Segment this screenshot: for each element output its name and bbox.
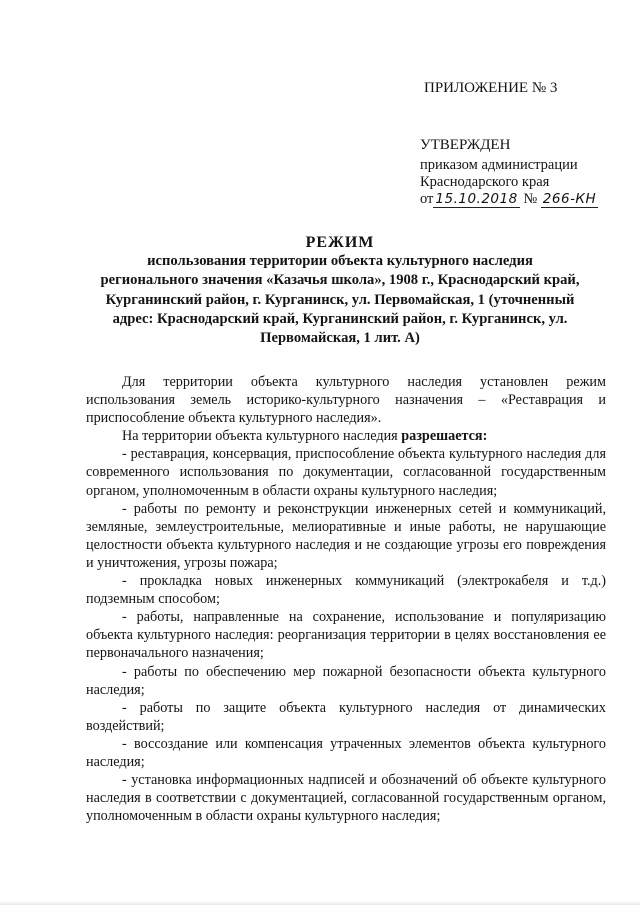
allowed-bold: разрешается: [401,428,488,445]
appendix-label: ПРИЛОЖЕНИЕ № 3 [424,80,558,96]
number-prefix: № [523,191,538,207]
list-item: - работы по ремонту и реконструкции инженерных сетей и коммуникаций, земляные, землеустроительные, мелиоративные и иные работы, не нарушающие целостности объекта культурного наследия и не создающие угрозы его повреждения и уничтожения, угрозы пожара; [86,500,606,571]
scan-edge [0,901,640,905]
intro-paragraph: Для территории объекта культурного наследия установлен режим использования земель историко-культурного назначения – «Реставрация и приспособление объекта культурного наследия». [86,374,606,427]
list-item: - реставрация, консервация, приспособление объекта культурного наследия для современного использования по документации, согласованной государственным органом, уполномоченным в области охраны культурного наследия; [86,446,606,499]
order-date-line [420,191,598,208]
handwritten-number: 266-КН [542,191,597,207]
title-block [100,233,580,348]
date-prefix: от [420,191,434,207]
document-body [86,373,606,825]
handwritten-date: 15.10.2018 [435,191,518,207]
list-item: - прокладка новых инженерных коммуникаций (электрокабеля и т.д.) подземным способом; [86,573,606,608]
list-item: - работы по защите объекта культурного наследия от динамических воздействий; [86,699,606,734]
approved-label: УТВЕРЖДЕН [420,137,511,153]
document-subtitle: использования территории объекта культурного наследия регионального значения «Казачья школа», 1908 г., Краснодарский край, Курганинский район, г. Курганинск, ул. Первомайская, 1 (уточненный адрес: Краснодарский край, Курганинский район, г. Курганинск, ул. Первомайская, 1 лит. А) [100,253,580,347]
document-title: РЕЖИМ [305,234,375,251]
list-item: - установка информационных надписей и обозначений об объекте культурного наследия в соответствии с документацией, согласованной государственным органом, уполномоченным в области охраны культурного наследия; [86,772,606,825]
list-item: - работы по обеспечению мер пожарной безопасности объекта культурного наследия; [86,663,606,698]
list-item: - работы, направленные на сохранение, использование и популяризацию объекта культурного наследия: реорганизация территории в целях восстановления ее первоначального назначения; [86,609,606,662]
order-line-1: приказом администрации [420,157,578,173]
order-line-2: Краснодарского края [420,174,550,190]
allowed-heading [86,427,606,445]
list-item: - воссоздание или компенсация утраченных элементов объекта культурного наследия; [86,735,606,770]
approval-block [420,137,598,208]
allowed-prefix: На территории объекта культурного наследия [122,428,398,445]
